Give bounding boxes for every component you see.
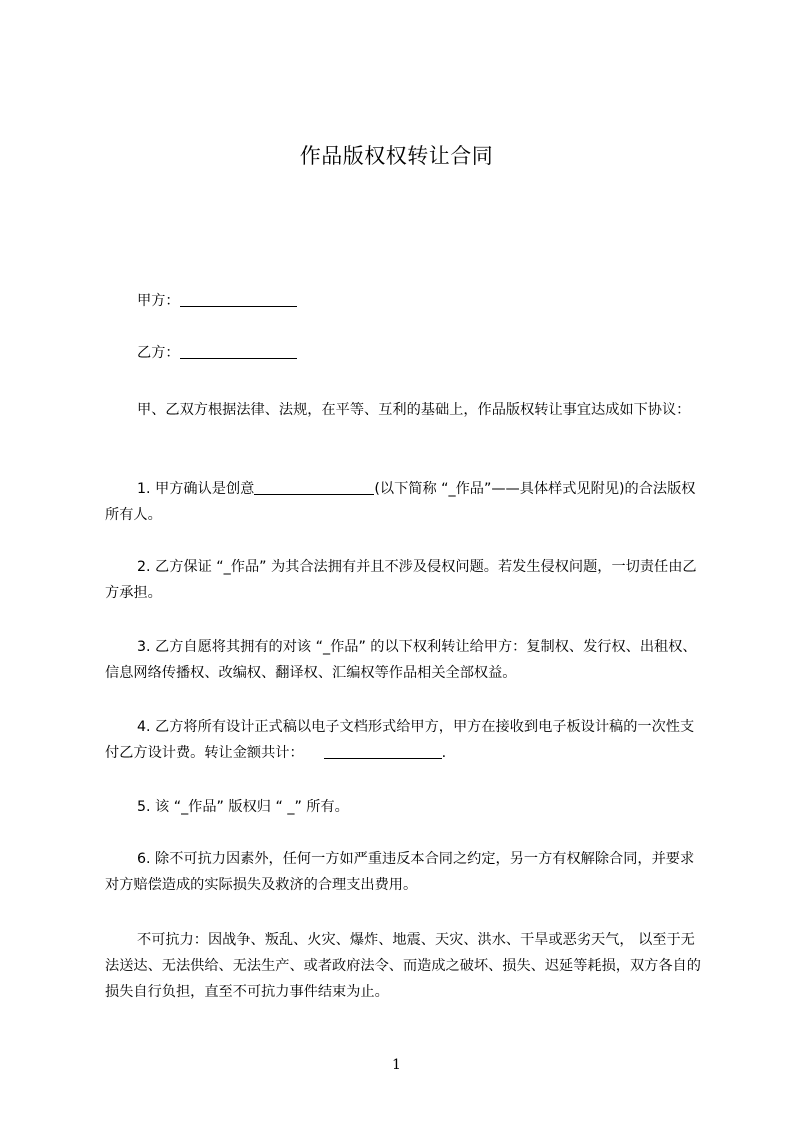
intro-paragraph: 甲、乙双方根据法律、法规，在平等、互利的基础上，作品版权转让事宜达成如下协议： (137, 402, 691, 418)
clause-2: 2. 乙方保证 “_作品” 为其合法拥有并且不涉及侵权问题。若发生侵权问题，一切责任由乙方承担。 (105, 559, 697, 601)
clause-4 (105, 714, 705, 766)
clause-3: 3. 乙方自愿将其拥有的对该 “_作品” 的以下权利转让给甲方：复制权、发行权、出租权、信息网络传播权、改编权、翻译权、汇编权等作品相关全部权益。 (105, 639, 697, 681)
page-number: 1 (392, 1057, 401, 1073)
force-majeure-paragraph: 不可抗力：因战争、叛乱、火灾、爆炸、地震、天灾、洪水、干旱或恶劣天气， 以至于无法送达、无法供给、无法生产、或者政府法令、而造成之破坏、损失、迟延等耗损，双方各自的损失自行负担，直至不可抗力事件结束为止。 (105, 932, 701, 1000)
clause-4-text-post: . (441, 745, 447, 761)
party-b-line (105, 341, 297, 365)
document-title: 作品版权权转让合同 (299, 144, 494, 168)
party-b-blank (180, 342, 297, 359)
party-a-blank (180, 290, 297, 307)
party-b-label: 乙方： (137, 345, 180, 361)
party-a-label: 甲方： (137, 293, 180, 309)
clause-1-text-pre: 1. 甲方确认是创意 (137, 481, 255, 497)
party-a-line (105, 289, 297, 313)
clause-1-text-post: (以下简称 “_作品”——具体样式见附见)的合法版权所有人。 (105, 481, 696, 523)
clause-6: 6. 除不可抗力因素外，任何一方如严重违反本合同之约定，另一方有权解除合同，并要求对方赔偿造成的实际损失及救济的合理支出费用。 (105, 851, 695, 893)
clause-5: 5. 该 “_作品” 版权归 “ _” 所有。 (137, 799, 349, 815)
clause-4-text-pre: 4. 乙方将所有设计正式稿以电子文档形式给甲方，甲方在接收到电子板设计稿的一次性支付乙方设计费。转让金额共计： (105, 719, 695, 761)
clause-1 (105, 476, 705, 528)
clause-4-amount-blank (324, 742, 442, 759)
clause-1-blank (254, 478, 374, 495)
